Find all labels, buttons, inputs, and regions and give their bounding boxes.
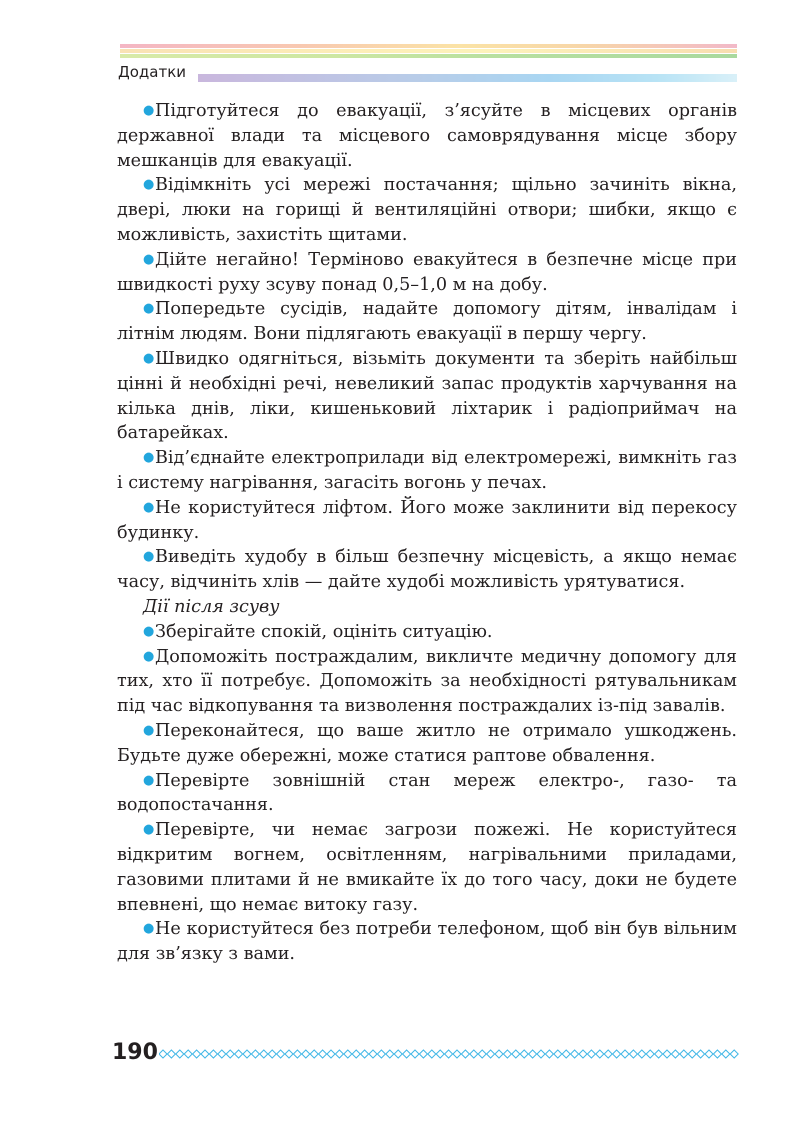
bullet-icon: ● (143, 103, 155, 118)
ornament-diamond (176, 1050, 184, 1058)
ornament-diamond (251, 1050, 259, 1058)
paragraph-text: Відімкніть усі мережі постачання; щільно зачиніть вікна, двері, люки на горищі й вентиляційні отвори; шибки, якщо є можливість, захистіть щитами. (117, 175, 737, 245)
ornament-diamond (319, 1050, 327, 1058)
bullet-icon: ● (143, 549, 155, 565)
ornament-diamond (713, 1050, 721, 1058)
bullet-paragraph (117, 917, 737, 967)
ornament-diamond (285, 1050, 293, 1058)
bullet-paragraph (117, 99, 737, 173)
ornament-diamond (268, 1050, 276, 1058)
bullet-icon: ● (143, 772, 155, 788)
ornament-diamond (722, 1050, 730, 1058)
ornament-diamond (403, 1050, 411, 1058)
bullet-icon: ● (143, 251, 155, 267)
bullet-paragraph (117, 818, 737, 917)
bullet-icon: ● (143, 623, 155, 639)
ornament-diamond (293, 1050, 301, 1058)
ornament-diamond (218, 1050, 226, 1058)
bullet-paragraph (117, 347, 737, 446)
ornament-diamond (335, 1050, 343, 1058)
ornament-diamond (579, 1050, 587, 1058)
bullet-icon: ● (143, 450, 155, 466)
page-body (117, 99, 737, 967)
bullet-paragraph (117, 297, 737, 347)
ornament-diamond (638, 1050, 646, 1058)
ornament-diamond (537, 1050, 545, 1058)
ornament-diamond (621, 1050, 629, 1058)
bullet-paragraph (117, 620, 737, 645)
ornament-diamond (327, 1050, 335, 1058)
ornament-diamond (470, 1050, 478, 1058)
bullet-icon: ● (143, 301, 155, 317)
ornament-diamond (495, 1050, 503, 1058)
bullet-paragraph (117, 173, 737, 247)
paragraph-text: Підготуйтеся до евакуації, з’ясуйте в місцевих органів державної влади та місцевого самоврядування місце збору мешканців для евакуації. (117, 101, 737, 171)
paragraph-text: Допоможіть постраждалим, викличте медичну допомогу для тих, хто її потребує. Допоможіть за необхідності рятувальникам під час відкопування та визволення постраждалих із-під завалів. (117, 646, 737, 717)
ornament-diamond (377, 1050, 385, 1058)
ornament-diamond (571, 1050, 579, 1058)
bullet-icon: ● (143, 648, 155, 664)
bullet-paragraph (117, 545, 737, 595)
ornament-diamond (445, 1050, 453, 1058)
ornament-diamond (688, 1050, 696, 1058)
ornament-diamond (184, 1050, 192, 1058)
ornament-diamond (545, 1050, 553, 1058)
ornament-diamond (629, 1050, 637, 1058)
paragraph-text: Швидко одягніться, візьміть документи та зберіть найбільш цінні й необхідні речі, невеликий запас продуктів харчування на кілька днів, ліки, кишеньковий ліхтарик і радіоприймач на батарейках. (117, 348, 737, 444)
ornament-diamond (663, 1050, 671, 1058)
ornament-diamond (369, 1050, 377, 1058)
header-bar-pink (120, 44, 737, 48)
ornament-diamond (277, 1050, 285, 1058)
paragraph-text: Перевірте зовнішній стан мереж електро-, газо- та водопостачання. (117, 770, 737, 816)
ornament-diamond (394, 1050, 402, 1058)
ornament-diamond (310, 1050, 318, 1058)
ornament-diamond (235, 1050, 243, 1058)
bullet-paragraph (117, 769, 737, 819)
ornament-diamond (344, 1050, 352, 1058)
bullet-icon: ● (143, 921, 155, 937)
ornament-diamond (411, 1050, 419, 1058)
ornament-diamond (478, 1050, 486, 1058)
bullet-paragraph (117, 496, 737, 546)
bullet-icon: ● (143, 350, 155, 366)
bullet-icon: ● (143, 177, 155, 193)
ornament-diamond (201, 1050, 209, 1058)
ornament-diamond (705, 1050, 713, 1058)
bullet-paragraph (117, 446, 737, 496)
paragraph-text: Не користуйтеся ліфтом. Його може заклинити від перекосу будинку. (117, 497, 737, 543)
paragraph-text: Від’єднайте електроприлади від електромережі, вимкніть газ і систему нагрівання, загасіть вогонь у печах. (117, 448, 737, 493)
paragraph-text: Виведіть худобу в більш безпечну місцевість, а якщо немає часу, відчиніть хлів — дайте худобі можливість урятуватися. (117, 547, 737, 593)
ornament-diamond (697, 1050, 705, 1058)
paragraph-text: Попередьте сусідів, надайте допомогу дітям, інвалідам і літнім людям. Вони підлягають евакуації в першу чергу. (117, 299, 737, 345)
ornament-diamond (167, 1050, 175, 1058)
ornament-diamond (386, 1050, 394, 1058)
ornament-diamond (428, 1050, 436, 1058)
ornament-diamond (554, 1050, 562, 1058)
page-footer (112, 1040, 752, 1070)
bullet-paragraph (117, 719, 737, 769)
bullet-paragraph (117, 645, 737, 719)
ornament-diamond (520, 1050, 528, 1058)
paragraph-text: Переконайтеся, що ваше житло не отримало ушкоджень. Будьте дуже обережні, може статися раптове обвалення. (117, 720, 737, 766)
paragraph-text: Дійте негайно! Терміново евакуйтеся в безпечне місце при швидкості руху зсуву понад 0,5–1,0 м на добу. (117, 249, 737, 295)
ornament-diamond (646, 1050, 654, 1058)
paragraph-text: Не користуйтеся без потреби телефоном, щоб він був вільним для зв’язку з вами. (117, 919, 737, 965)
ornament-diamond (680, 1050, 688, 1058)
subheading: Дії після зсуву (143, 596, 280, 617)
ornament-diamond (671, 1050, 679, 1058)
bullet-paragraph (117, 248, 737, 298)
ornament-diamond (503, 1050, 511, 1058)
header-bar-green (120, 54, 737, 58)
ornament-diamond (730, 1050, 738, 1058)
paragraph-text: Зберігайте спокій, оцініть ситуацію. (155, 621, 493, 642)
header-bar-yellow (120, 49, 737, 53)
ornament-diamond (226, 1050, 234, 1058)
ornament-diamond (243, 1050, 251, 1058)
ornament-diamond (655, 1050, 663, 1058)
header-decorative-bars (120, 44, 737, 62)
paragraph-text: Перевірте, чи немає загрози пожежі. Не користуйтеся відкритим вогнем, освітленням, нагрівальними приладами, газовими плитами й не вмикайте їх до того часу, доки не будете впевнені, що немає витоку газу. (117, 820, 737, 915)
ornament-diamond (461, 1050, 469, 1058)
ornament-diamond (562, 1050, 570, 1058)
ornament-diamond (596, 1050, 604, 1058)
page-number: 190 (112, 1040, 158, 1065)
ornament-diamond (209, 1050, 217, 1058)
ornament-diamond (419, 1050, 427, 1058)
ornament-diamond (529, 1050, 537, 1058)
ornament-diamond (260, 1050, 268, 1058)
bullet-icon: ● (143, 822, 155, 838)
section-title: Додатки (118, 63, 187, 81)
ornament-diamond (159, 1050, 167, 1058)
diamond-chain-ornament (159, 1048, 739, 1060)
ornament-diamond (302, 1050, 310, 1058)
ornament-diamond (453, 1050, 461, 1058)
ornament-diamond (587, 1050, 595, 1058)
bullet-icon: ● (143, 722, 155, 738)
ornament-diamond (352, 1050, 360, 1058)
ornament-diamond (361, 1050, 369, 1058)
ornament-diamond (613, 1050, 621, 1058)
ornament-diamond (604, 1050, 612, 1058)
ornament-diamond (512, 1050, 520, 1058)
section-title-gradient-bar (198, 74, 737, 82)
ornament-diamond (436, 1050, 444, 1058)
ornament-diamond (487, 1050, 495, 1058)
ornament-diamond (193, 1050, 201, 1058)
bullet-icon: ● (143, 499, 155, 515)
